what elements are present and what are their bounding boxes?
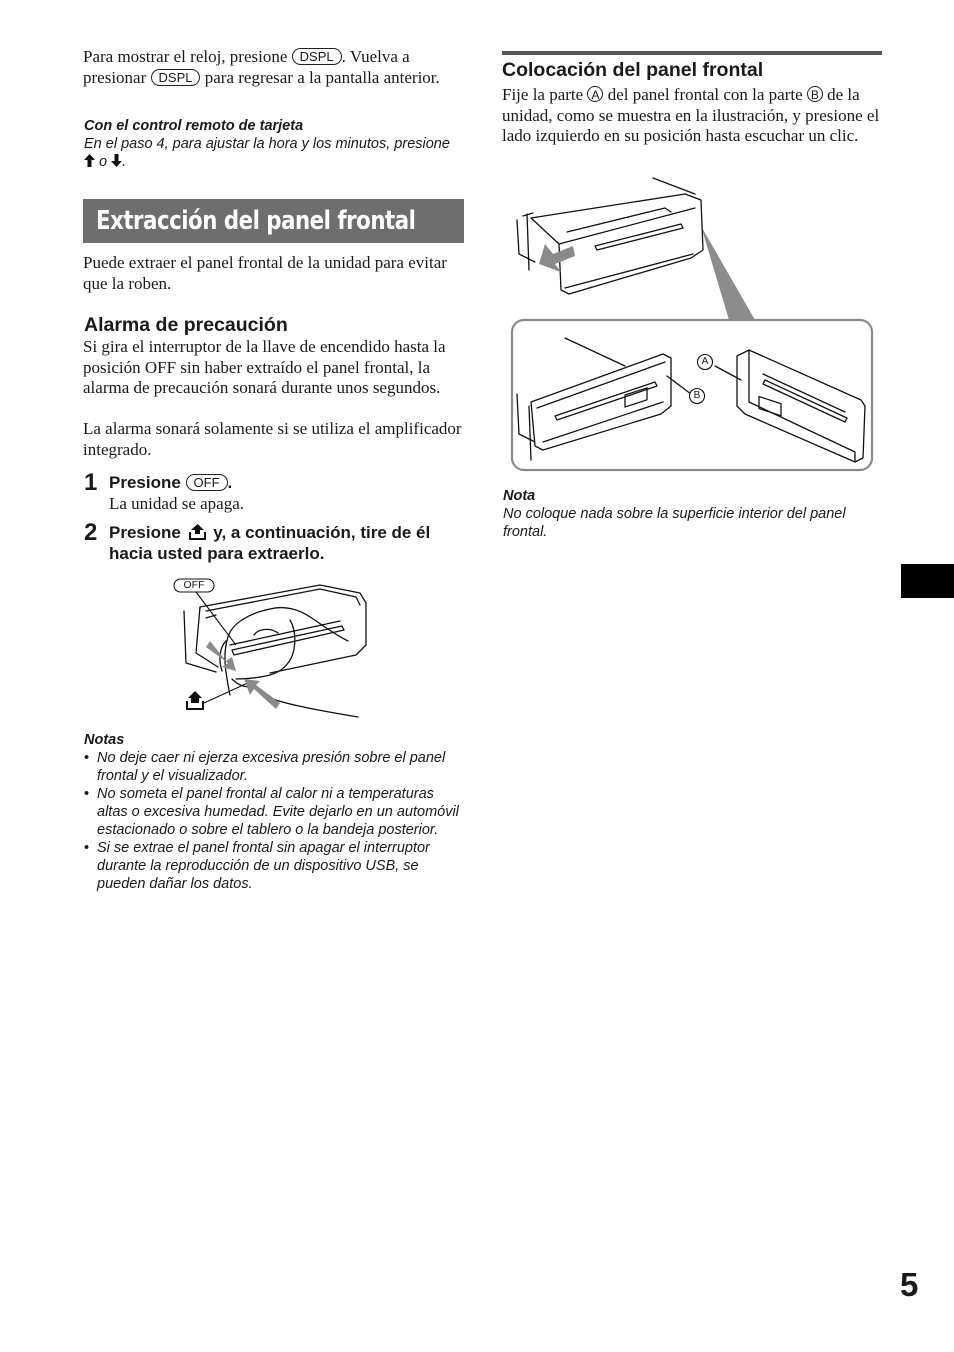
alarm-heading: Alarma de precaución xyxy=(84,314,288,336)
attach-heading: Colocación del panel frontal xyxy=(502,59,764,81)
step-1-number: 1 xyxy=(84,469,98,496)
down-arrow-icon xyxy=(111,154,122,167)
figure-label-b: B xyxy=(693,390,701,401)
dspl-button-label: DSPL xyxy=(151,69,201,86)
notes-list xyxy=(84,749,468,893)
note-heading: Nota xyxy=(503,488,536,504)
attach-paragraph: Fije la parte A del panel frontal con la parte B de la unidad, como se muestra en la ilustración, y presione el lado izquierdo en su posición hasta escuchar un clic. xyxy=(502,85,880,145)
alarm-paragraph-1: Si gira el interruptor de la llave de encendido hasta la posición OFF sin haber extraído el panel frontal, la alarma de precaución sonará durante unos segundos. xyxy=(83,337,446,397)
figure-label-a: A xyxy=(701,356,709,367)
note-text: No coloque nada sobre la superficie interior del panel frontal. xyxy=(503,506,846,540)
heading-rule xyxy=(502,51,882,55)
release-icon xyxy=(189,523,206,540)
up-arrow-icon xyxy=(84,154,95,167)
remote-text: En el paso 4, para ajustar la hora y los minutos, presione o . xyxy=(84,136,450,170)
page-number: 5 xyxy=(900,1266,919,1303)
list-item: • No someta el panel frontal al calor ni a temperaturas altas o excesiva humedad. Evite dejarlo en un automóvil estacionado o sobre el tablero o la bandeja posterior. xyxy=(84,785,468,839)
dspl-button-label: DSPL xyxy=(292,48,342,65)
intro-paragraph: Puede extraer el panel frontal de la unidad para evitar que la roben. xyxy=(83,253,447,293)
figure-off-callout: OFF xyxy=(183,579,205,591)
remote-heading: Con el control remoto de tarjeta xyxy=(84,118,304,134)
off-button-label: OFF xyxy=(186,474,228,491)
mark-b: B xyxy=(807,86,823,102)
list-item: • Si se extrae el panel frontal sin apagar el interruptor durante la reproducción de un dispositivo USB, se pueden dañar los datos. xyxy=(84,839,468,893)
attach-illustration xyxy=(505,170,877,475)
section-title: Extracción del panel frontal xyxy=(96,206,416,236)
section-tab xyxy=(901,564,954,598)
notes-heading: Notas xyxy=(84,732,125,748)
step-1-sub: La unidad se apaga. xyxy=(109,494,244,513)
removal-illustration xyxy=(170,575,370,723)
step-1-label: Presione OFF . xyxy=(109,473,233,492)
clock-paragraph: Para mostrar el reloj, presione DSPL . Vuelva a presionar DSPL para regresar a la pantalla anterior. xyxy=(83,47,440,87)
section-title-banner xyxy=(83,199,464,243)
step-2-number: 2 xyxy=(84,519,98,546)
list-item: • No deje caer ni ejerza excesiva presión sobre el panel frontal y el visualizador. xyxy=(84,749,468,785)
mark-a: A xyxy=(587,86,603,102)
alarm-paragraph-2: La alarma sonará solamente si se utiliza el amplificador integrado. xyxy=(83,419,462,459)
step-2-label: Presione y, a continuación, tire de él hacia usted para extraerlo. xyxy=(109,523,431,563)
